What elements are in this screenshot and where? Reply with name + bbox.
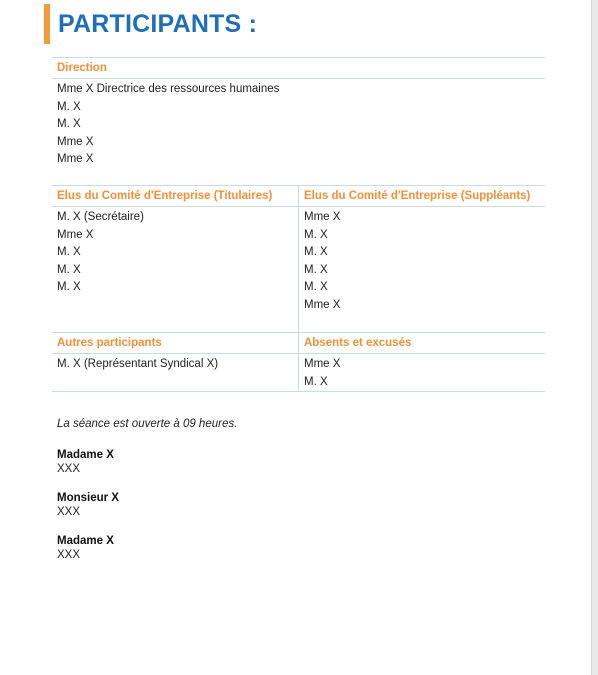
speaker-block [57,534,114,562]
absents-list [298,354,545,391]
speaker-name: Madame X [57,535,114,547]
list-item: M. X [304,246,328,258]
speaker-text: XXX [57,506,81,518]
title-accent-bar [44,4,50,44]
autres-header-row [52,332,545,354]
list-item: M. X (Secrétaire) [57,211,144,223]
list-item: Mme X [304,211,341,223]
elus-body-row [52,207,545,333]
list-item: M. X [304,375,328,388]
speaker-name: Madame X [57,449,114,461]
page-title: PARTICIPANTS : [58,9,258,38]
list-item: Mme X [57,135,94,148]
autres-header: Autres participants [57,337,162,349]
autres-list [52,354,298,391]
list-item: Mme X Directrice des ressources humaines [57,83,280,95]
speaker-text: XXX [57,549,81,561]
absents-header: Absents et excusés [298,333,545,353]
list-item: M. X (Représentant Syndical X) [57,358,219,370]
speaker-block [57,491,119,519]
speaker-name: Monsieur X [57,492,119,504]
list-item: M. X [304,263,328,276]
list-item: M. X [304,228,328,241]
list-item: M. X [304,281,328,293]
list-item: M. X [57,246,81,258]
list-item: Mme X [57,228,94,241]
autres-body-row [52,354,545,392]
page-edge [591,0,598,675]
list-item: Mme X [57,153,94,165]
suppleants-header: Elus du Comité d'Entreprise (Suppléants) [298,186,545,206]
autres-section [52,332,545,392]
opening-statement: La séance est ouverte à 09 heures. [57,418,238,430]
direction-header: Direction [57,62,107,74]
elus-section [52,185,545,333]
list-item: M. X [57,100,81,113]
title-block [44,4,257,44]
list-item: M. X [57,281,81,293]
list-item: Mme X [304,358,341,370]
titulaires-header: Elus du Comité d'Entreprise (Titulaires) [57,190,273,202]
titulaires-list [52,207,298,332]
suppleants-list [298,207,545,332]
speaker-text: XXX [57,463,81,475]
list-item: Mme X [304,298,341,311]
direction-list [52,79,545,170]
direction-section [52,57,545,170]
list-item: M. X [57,263,81,276]
list-item: M. X [57,118,81,130]
direction-header-row [52,57,545,79]
elus-header-row [52,185,545,207]
speaker-block [57,448,114,476]
